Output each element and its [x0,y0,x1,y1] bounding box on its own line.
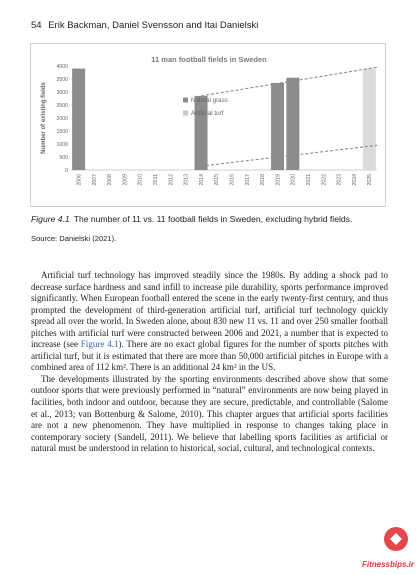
figure-link[interactable]: Figure 4.1 [80,339,119,350]
figure-chart-box [30,43,386,207]
legend-label: Artificial turf [191,110,224,117]
chart-title: 11 man football fields in Sweden [151,55,267,64]
x-tick-label: 2018 [260,174,267,186]
x-tick-label: 2021 [305,174,312,186]
x-tick-label: 2014 [198,174,205,186]
paragraph-2: The developments illustrated by the sporting environments described above show that some outdoor sports that were previously performed in “natural” environments are now being played in facilities, both indoor and outdoor, because they are secure, predictable, and controllable (Salome et al., 2013; van Bottenburg & Salome, 2010). This chapter argues that artificial sports facilities are not a new phenomenon. They have multiplied in response to changes taking place in contemporary society (Sandell, 2011). We believe that labelling sports facilities as artificial or natural must be understood in relation to historical, social, cultural, and technological contexts. [31,373,388,454]
body-text [31,270,388,455]
x-tick-label: 2011 [152,174,159,186]
legend-label: Natural grass [191,97,228,104]
page-number: 54 [31,20,42,31]
x-tick-label: 2008 [107,174,114,186]
legend-swatch [183,111,188,116]
y-tick-label: 2000 [56,115,68,122]
paragraph-1-part-b: ). There are no exact global figures for the number of sports pitches with artificial turf, but it is estimated that there are more than 50,000 artificial pitches in Europe with a combined area of 112 km². There is an additional 24 km² in the US. [31,339,388,373]
y-axis-label: Number of existing fields [41,82,47,154]
running-header [31,20,258,31]
x-tick-label: 2022 [321,174,328,186]
paragraph-1 [31,270,388,374]
y-tick-label: 3000 [56,89,68,96]
x-tick-label: 2007 [91,174,98,186]
watermark-text: Fitnessbips.ir [361,560,414,569]
x-tick-label: 2013 [183,174,190,186]
y-tick-label: 0 [65,167,68,174]
x-tick-label: 2019 [275,174,282,186]
bar-chart [31,44,387,208]
x-tick-label: 2006 [76,174,83,186]
x-tick-label: 2017 [244,174,251,186]
header-authors: Erik Backman, Daniel Svensson and Itai Danielski [48,20,259,31]
x-tick-label: 2023 [336,174,343,186]
y-tick-label: 1500 [56,128,68,135]
x-tick-label: 2012 [168,174,175,186]
figure-caption [31,214,401,225]
x-tick-label: 2024 [351,174,358,186]
y-tick-label: 500 [59,154,68,161]
figure-source: Source: Danielski (2021). [31,234,117,243]
figure-caption-text: The number of 11 vs. 11 football fields in Sweden, excluding hybrid fields. [73,214,353,224]
figure-label: Figure 4.1 [31,214,70,224]
y-tick-label: 1000 [56,141,68,148]
y-tick-label: 2500 [56,102,68,109]
bar [72,69,85,170]
y-tick-label: 3500 [56,76,68,83]
x-tick-label: 2020 [290,174,297,186]
watermark-logo-icon [366,521,410,565]
x-tick-label: 2010 [137,174,144,186]
x-tick-label: 2015 [214,174,221,186]
x-tick-label: 2016 [229,174,236,186]
x-tick-label: 2009 [122,174,129,186]
legend-swatch [183,98,188,103]
x-tick-label: 2025 [367,174,374,186]
y-tick-label: 4000 [56,63,68,70]
bar [363,69,376,170]
paragraph-1-part-a: Artificial turf technology has improved steadily since the 1980s. By adding a shock pad to decrease surface hardness and sand infill to increase pile durability, sports performance improved significantly. When European football entered the scene in the early twenty-first century, and thus prompted the development of third-generation artificial turf, artificial turf technology quickly spread all over the world. In Sweden alone, about 830 new 11 vs. 11 and over 250 smaller football pitches with artificial turf were constructed between 2006 and 2021, a number that is expected to increase (see [31,270,388,350]
bar [195,96,208,170]
